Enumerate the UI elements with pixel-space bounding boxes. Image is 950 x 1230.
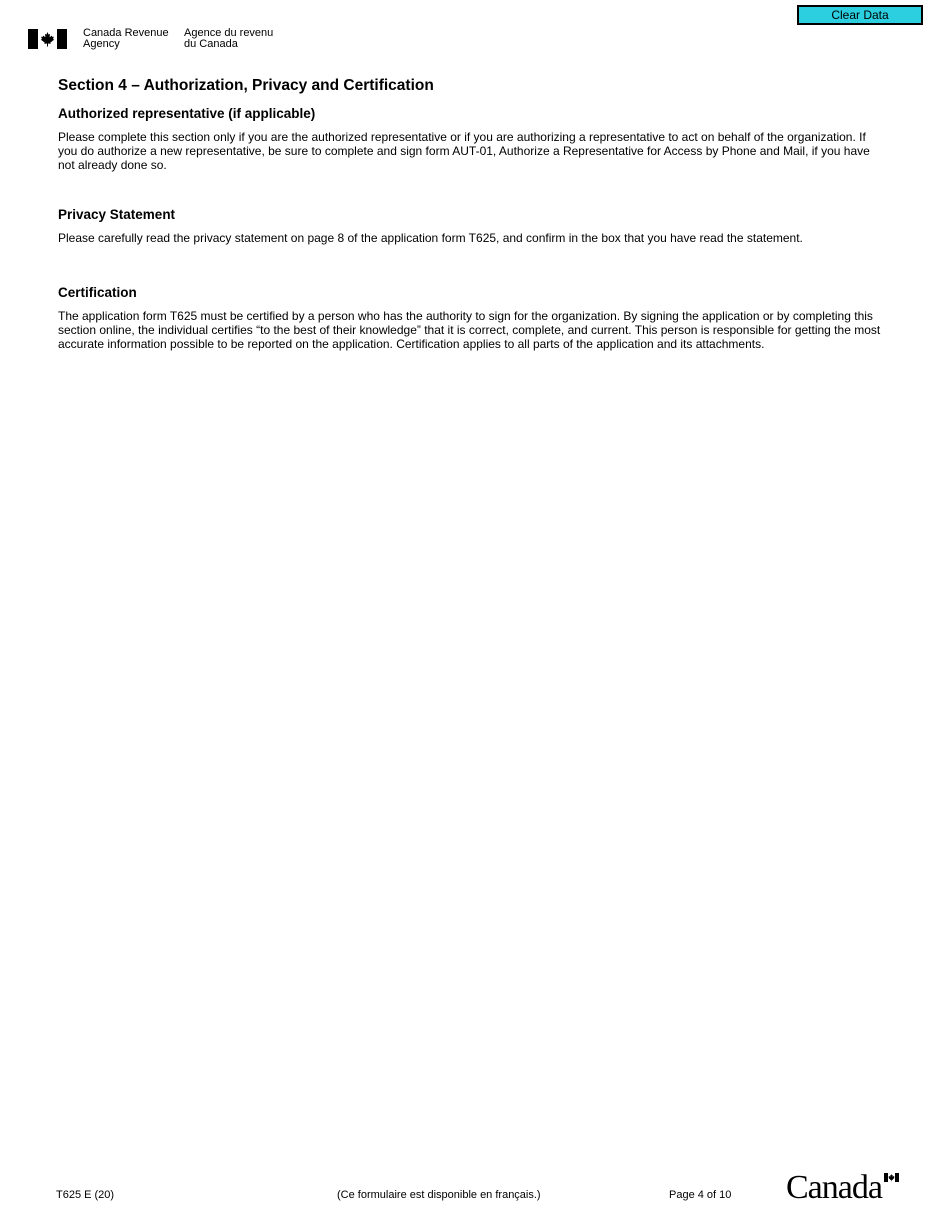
canada-wordmark [786,1171,901,1205]
agency-name-french-line-1: Agence du revenu [184,27,274,39]
form-code: T625 E (20) [56,1189,115,1201]
clear-data-button[interactable]: Clear Data [797,5,923,25]
certification-text: The application form T625 must be certified by a person who has the authority to sign for the organization. By signing the application or by completing this section online, the individual certifies “to the best of their knowledge” that it is correct, complete, and current. This person is responsible for getting the most accurate information possible to be reported on the application. Certification applies to all parts of the application and its attachments. [58,309,881,351]
agency-name-french [184,28,273,50]
french-availability-note: (Ce formulaire est disponible en français.) [337,1189,541,1201]
section-title: Section 4 – Authorization, Privacy and Certification [58,77,434,94]
authorized-representative-text: Please complete this section only if you are the authorized representative or if you are authorizing a representative to act on behalf of the organization. If you do authorize a new representative, be sure to complete and sign form AUT-01, Authorize a Representative for Access by Phone and Mail, if you have not already done so. [58,130,870,172]
canada-wordmark-text: Canada [786,1169,882,1206]
page-number: Page 4 of 10 [669,1189,732,1201]
certification-heading: Certification [58,285,137,300]
agency-name-english-line-2: Agency [83,38,120,50]
agency-name-french-line-2: du Canada [184,38,238,50]
agency-name-english-line-1: Canada Revenue [83,27,169,39]
privacy-statement-text: Please carefully read the privacy statement on page 8 of the application form T625, and confirm in the box that you have read the statement. [58,231,803,245]
canada-flag-icon [28,29,67,49]
privacy-statement-heading: Privacy Statement [58,207,176,222]
canada-wordmark-flag-icon [884,1173,899,1182]
authorized-representative-heading: Authorized representative (if applicable) [58,106,316,121]
agency-name-english [83,28,169,50]
